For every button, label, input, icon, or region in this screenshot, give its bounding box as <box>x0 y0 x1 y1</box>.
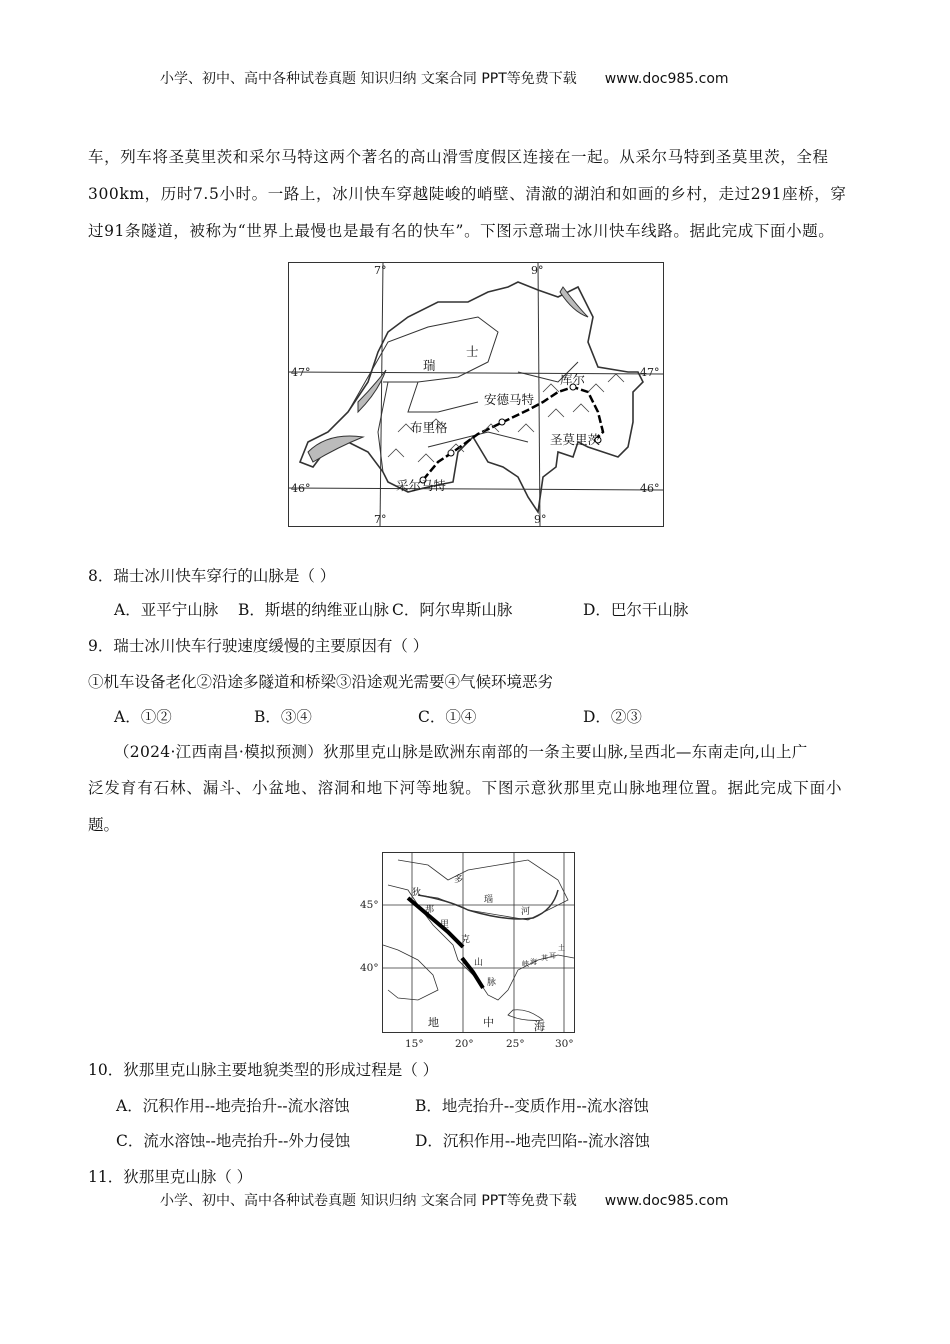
header-text: 小学、初中、高中各种试卷真题 知识归纳 文案合同 PPT等免费下载 <box>160 71 577 87</box>
lat-label: 45° <box>360 899 379 911</box>
intro-line: 题。 <box>88 816 120 834</box>
lon-label: 15° <box>405 1038 424 1050</box>
place-label: 库尔 <box>560 372 586 387</box>
place-label: 安德马特 <box>484 392 535 407</box>
strait-label: 峡 <box>522 960 529 968</box>
range-label: 里 <box>440 920 450 930</box>
lat-label: 47° <box>291 366 311 379</box>
question-10-stem: 10．狄那里克山脉主要地貌类型的形成过程是（ ） <box>88 1061 439 1079</box>
lat-label: 47° <box>640 366 660 379</box>
place-label: 圣莫里茨 <box>550 432 601 447</box>
option-a[interactable]: A．①② <box>114 708 172 726</box>
footer-url[interactable]: www.doc985.com <box>604 1193 729 1209</box>
country-label: 耳 <box>549 952 556 960</box>
range-label: 狄 <box>412 888 422 898</box>
switzerland-map <box>288 262 664 527</box>
lat-label: 46° <box>640 482 660 495</box>
range-label: 山 <box>474 958 484 968</box>
intro-line: 泛发育有石林、漏斗、小盆地、溶洞和地下河等地貌。下图示意狄那里克山脉地理位置。据此完成下面小 <box>88 779 843 797</box>
option-b[interactable]: B．地壳抬升--变质作用--流水溶蚀 <box>415 1097 649 1115</box>
sea-label: 地 <box>428 1016 439 1029</box>
question-9-stem: 9．瑞士冰川快车行驶速度缓慢的主要原因有（ ） <box>88 637 429 655</box>
range-label: 那 <box>425 905 435 915</box>
intro-line: （2024·江西南昌·模拟预测）狄那里克山脉是欧洲东南部的一条主要山脉,呈西北—东南走向,山上广 <box>114 743 808 761</box>
country-label: 瑞 <box>423 358 436 373</box>
option-d[interactable]: D．沉积作用--地壳凹陷--流水溶蚀 <box>415 1132 650 1150</box>
lon-label: 30° <box>555 1038 574 1050</box>
option-a[interactable]: A．沉积作用--地壳抬升--流水溶蚀 <box>116 1097 350 1115</box>
river-label: 河 <box>521 907 531 917</box>
intro-line: 车，列车将圣莫里茨和采尔马特这两个著名的高山滑雪度假区连接在一起。从采尔马特到圣莫里茨，全程 <box>88 148 829 166</box>
intro-line: 300km，历时7.5小时。一路上，冰川快车穿越陡峻的峭壁、清澈的湖泊和如画的乡村，走过291座桥，穿 <box>88 185 847 203</box>
dinaric-alps-map <box>358 850 580 1052</box>
lon-label: 9° <box>531 264 544 277</box>
header-url[interactable]: www.doc985.com <box>604 71 729 87</box>
footer-text: 小学、初中、高中各种试卷真题 知识归纳 文案合同 PPT等免费下载 <box>160 1193 577 1209</box>
lon-label: 7° <box>374 264 387 277</box>
option-c[interactable]: C．流水溶蚀--地壳抬升--外力侵蚀 <box>116 1132 351 1150</box>
place-label: 布里格 <box>410 420 448 435</box>
sea-label: 海 <box>534 1020 545 1033</box>
option-c[interactable]: C．阿尔卑斯山脉 <box>392 601 513 619</box>
question-11-stem: 11．狄那里克山脉（ ） <box>88 1168 253 1186</box>
page-header <box>160 69 729 89</box>
page-footer <box>160 1191 729 1211</box>
option-d[interactable]: D．②③ <box>583 708 642 726</box>
lon-label: 7° <box>374 513 387 526</box>
option-b[interactable]: B．③④ <box>254 708 312 726</box>
sea-label: 中 <box>483 1016 494 1029</box>
country-label: 土 <box>558 944 565 952</box>
option-c[interactable]: C．①④ <box>418 708 477 726</box>
option-d[interactable]: D．巴尔干山脉 <box>583 601 689 619</box>
country-label: 士 <box>466 344 479 359</box>
question-8-stem: 8．瑞士冰川快车穿行的山脉是（ ） <box>88 567 336 585</box>
lat-label: 46° <box>291 482 311 495</box>
river-label: 瑙 <box>484 895 494 905</box>
range-label: 克 <box>461 935 471 945</box>
question-9-statements: ①机车设备老化②沿途多隧道和桥梁③沿途观光需要④气候环境恶劣 <box>88 673 554 691</box>
option-a[interactable]: A．亚平宁山脉 <box>114 601 219 619</box>
option-b[interactable]: B．斯堪的纳维亚山脉 <box>238 601 389 619</box>
lon-label: 25° <box>506 1038 525 1050</box>
lat-label: 40° <box>360 962 379 974</box>
intro-line: 过91条隧道，被称为“世界上最慢也是最有名的快车”。下图示意瑞士冰川快车线路。据此完成下面小题。 <box>88 222 835 240</box>
lon-label: 9° <box>534 513 547 526</box>
country-label: 其 <box>541 954 548 962</box>
lon-label: 20° <box>455 1038 474 1050</box>
range-label: 脉 <box>487 978 497 988</box>
strait-label: 海 <box>530 958 537 966</box>
place-label: 采尔马特 <box>396 478 447 493</box>
river-label: 多 <box>454 875 464 885</box>
